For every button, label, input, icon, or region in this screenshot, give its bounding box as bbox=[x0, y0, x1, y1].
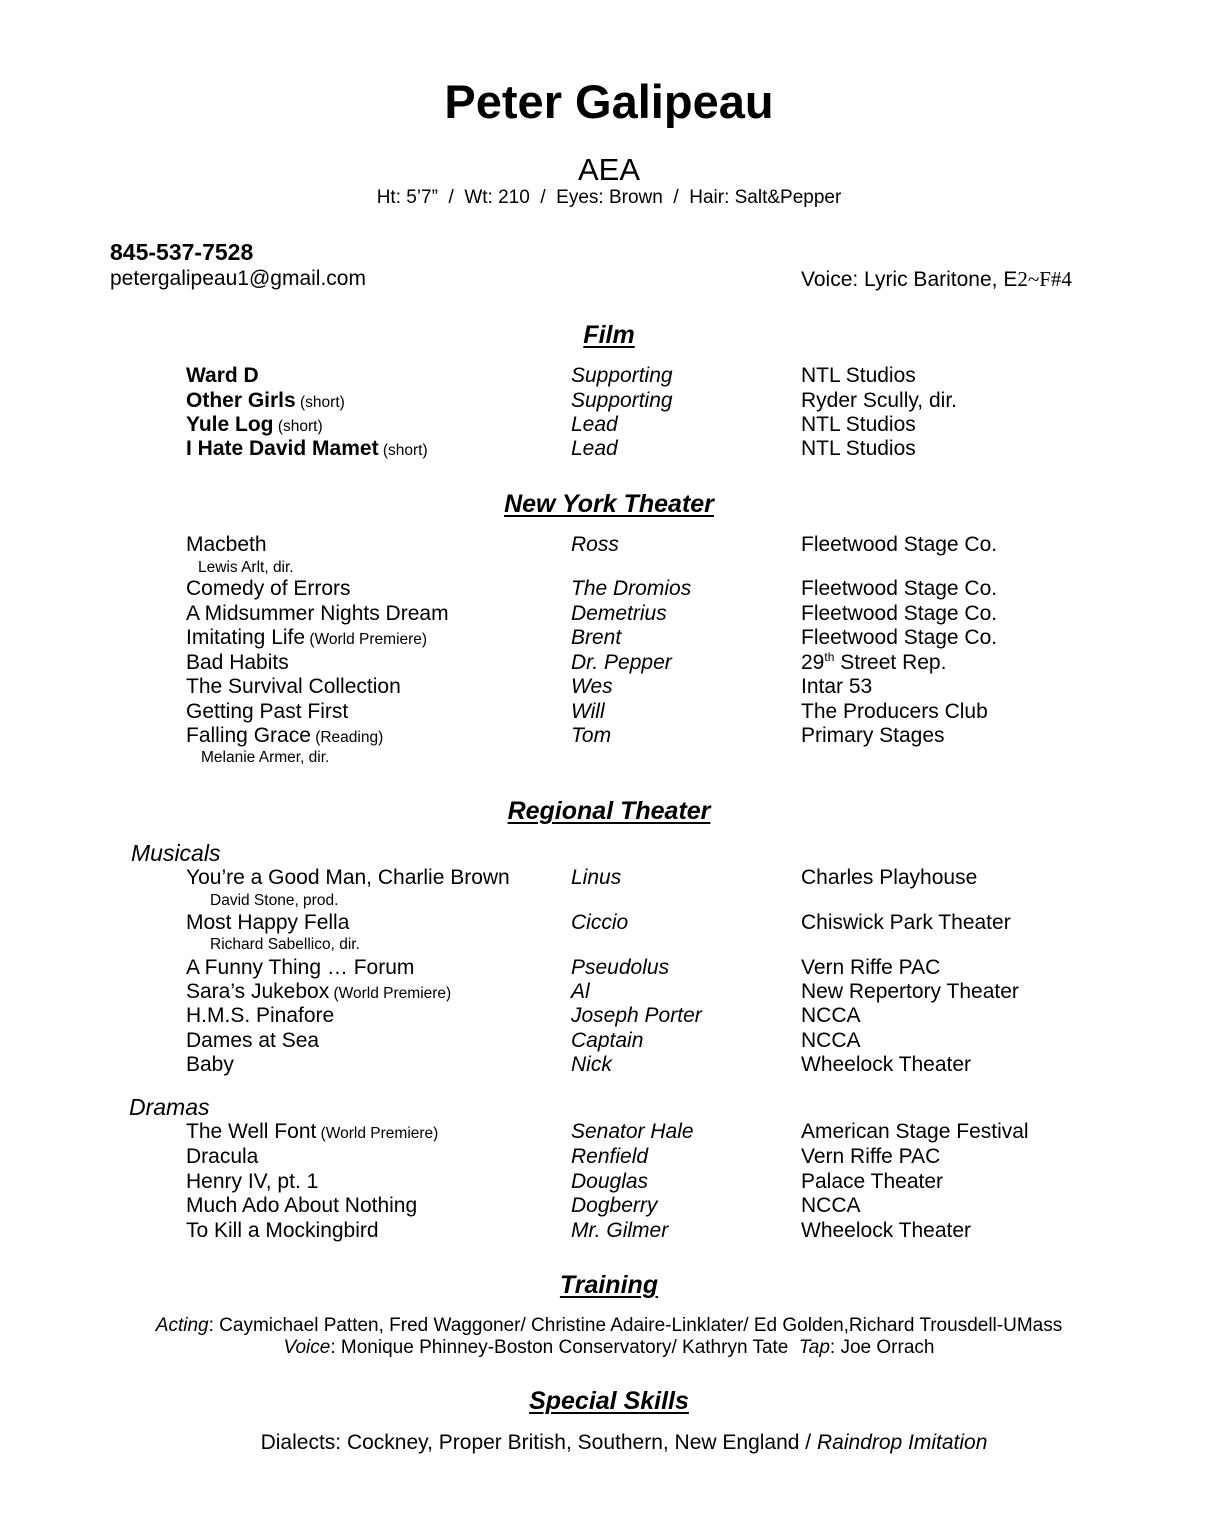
title-text: Comedy of Errors bbox=[186, 577, 351, 600]
venue-text: Fleetwood Stage Co. bbox=[801, 602, 998, 625]
voice-training-label: Voice bbox=[283, 1337, 331, 1358]
credit-row bbox=[0, 577, 1218, 603]
venue bbox=[801, 1120, 1029, 1144]
production-title bbox=[186, 700, 348, 724]
venue-text: Intar 53 bbox=[801, 675, 873, 698]
venue-text: Ryder Scully, dir. bbox=[801, 389, 957, 412]
venue bbox=[801, 651, 946, 675]
role: Nick bbox=[571, 1053, 612, 1076]
credit-row bbox=[0, 1053, 1218, 1079]
title-text: I Hate David Mamet bbox=[186, 437, 379, 460]
title-text: Ward D bbox=[186, 364, 259, 387]
venue bbox=[801, 980, 1019, 1004]
production-title bbox=[186, 1120, 438, 1144]
title-text: A Midsummer Nights Dream bbox=[186, 602, 449, 625]
venue-number: 29 bbox=[801, 651, 825, 674]
role: Lead bbox=[571, 437, 618, 460]
director-credit: Lewis Arlt, dir. bbox=[198, 559, 294, 576]
role: Brent bbox=[571, 626, 622, 649]
section-title-film: Film bbox=[583, 321, 635, 349]
credit-row bbox=[0, 437, 1218, 463]
role: Supporting bbox=[571, 389, 673, 412]
venue bbox=[801, 866, 977, 890]
venue-text: NTL Studios bbox=[801, 364, 916, 387]
title-text: Henry IV, pt. 1 bbox=[186, 1170, 319, 1193]
production-title bbox=[186, 437, 428, 461]
role: Douglas bbox=[571, 1170, 649, 1193]
director-credit: David Stone, prod. bbox=[210, 892, 339, 909]
actor-name: Peter Galipeau bbox=[444, 75, 774, 128]
production-title bbox=[186, 389, 345, 413]
venue bbox=[801, 724, 945, 748]
subsection-dramas: Dramas bbox=[129, 1094, 210, 1120]
venue-text: Charles Playhouse bbox=[801, 866, 978, 889]
credit-row bbox=[0, 413, 1218, 439]
title-text: Other Girls bbox=[186, 389, 296, 412]
venue bbox=[801, 675, 872, 699]
venue bbox=[801, 626, 997, 650]
production-title bbox=[186, 980, 451, 1004]
voice-type bbox=[801, 267, 1072, 292]
venue-text: Street Rep. bbox=[834, 651, 947, 674]
venue-text: NCCA bbox=[801, 1004, 861, 1027]
raindrop-imitation: Raindrop Imitation bbox=[816, 1431, 988, 1454]
production-title bbox=[186, 724, 383, 748]
acting-label: Acting bbox=[155, 1315, 209, 1336]
credit-row bbox=[0, 1145, 1218, 1171]
venue-text: Vern Riffe PAC bbox=[801, 956, 941, 979]
venue-text: Fleetwood Stage Co. bbox=[801, 577, 998, 600]
title-note: (short) bbox=[295, 394, 345, 411]
title-note: (World Premiere) bbox=[329, 985, 452, 1002]
venue-text: The Producers Club bbox=[801, 700, 988, 723]
credit-row bbox=[0, 651, 1218, 677]
credit-row bbox=[0, 1194, 1218, 1220]
role: Joseph Porter bbox=[571, 1004, 702, 1027]
role: Al bbox=[571, 980, 590, 1003]
role: Ross bbox=[571, 533, 619, 556]
credit-row bbox=[0, 700, 1218, 726]
role: Supporting bbox=[571, 364, 673, 387]
credit-row bbox=[0, 533, 1218, 559]
title-text: Yule Log bbox=[186, 413, 274, 436]
title-text: Baby bbox=[186, 1053, 234, 1076]
venue bbox=[801, 1170, 943, 1194]
credit-row bbox=[0, 389, 1218, 415]
training-voice-tap bbox=[0, 1337, 1218, 1359]
production-title bbox=[186, 1053, 234, 1077]
venue bbox=[801, 1053, 971, 1077]
tap-label: Tap bbox=[798, 1337, 830, 1358]
venue-text: Wheelock Theater bbox=[801, 1219, 972, 1242]
director-credit: Melanie Armer, dir. bbox=[201, 749, 330, 766]
phone-number: 845-537-7528 bbox=[110, 239, 254, 265]
venue bbox=[801, 364, 916, 388]
production-title bbox=[186, 1145, 258, 1169]
venue bbox=[801, 911, 1011, 935]
production-title bbox=[186, 413, 323, 437]
venue-text: Fleetwood Stage Co. bbox=[801, 626, 998, 649]
title-note: (short) bbox=[378, 442, 428, 459]
role: Captain bbox=[571, 1029, 644, 1052]
credit-row bbox=[0, 675, 1218, 701]
credit-row bbox=[0, 866, 1218, 892]
credit-row bbox=[0, 911, 1218, 937]
email-address[interactable]: petergalipeau1@gmail.com bbox=[110, 267, 366, 290]
credit-row bbox=[0, 1219, 1218, 1245]
acting-text: : Caymichael Patten, Fred Waggoner/ Christine Adaire-Linklater/ Ed Golden,Richard Trousdell-UMass bbox=[208, 1315, 1063, 1336]
production-title bbox=[186, 533, 267, 557]
title-text: The Survival Collection bbox=[186, 675, 401, 698]
title-text: Most Happy Fella bbox=[186, 911, 350, 934]
title-text: To Kill a Mockingbird bbox=[186, 1219, 379, 1242]
venue bbox=[801, 1219, 971, 1243]
venue-text: NCCA bbox=[801, 1194, 861, 1217]
venue-text: NTL Studios bbox=[801, 437, 916, 460]
director-credit: Richard Sabellico, dir. bbox=[210, 936, 360, 953]
tap-text: : Joe Orrach bbox=[829, 1337, 935, 1358]
production-title bbox=[186, 651, 289, 675]
role: Ciccio bbox=[571, 911, 629, 934]
union-affiliation: AEA bbox=[577, 152, 641, 187]
credit-row bbox=[0, 1004, 1218, 1030]
venue-text: Palace Theater bbox=[801, 1170, 944, 1193]
production-title bbox=[186, 577, 351, 601]
production-title bbox=[186, 602, 449, 626]
production-title bbox=[186, 911, 349, 935]
venue-text: Primary Stages bbox=[801, 724, 945, 747]
credit-row bbox=[0, 364, 1218, 390]
subsection-musicals: Musicals bbox=[131, 840, 221, 866]
venue bbox=[801, 956, 940, 980]
role: The Dromios bbox=[571, 577, 692, 600]
section-title-ny-theater: New York Theater bbox=[504, 490, 714, 518]
title-text: Macbeth bbox=[186, 533, 267, 556]
production-title bbox=[186, 1219, 379, 1243]
title-note: (Reading) bbox=[310, 729, 384, 746]
dialects-text: Dialects: Cockney, Proper British, Southern, New England / bbox=[260, 1431, 817, 1454]
title-text: Dracula bbox=[186, 1145, 259, 1168]
venue bbox=[801, 413, 916, 437]
credit-row bbox=[0, 956, 1218, 982]
role: Dr. Pepper bbox=[571, 651, 672, 674]
role: Pseudolus bbox=[571, 956, 670, 979]
venue bbox=[801, 1194, 861, 1218]
section-title-training: Training bbox=[559, 1271, 659, 1299]
venue bbox=[801, 1145, 940, 1169]
title-text: You’re a Good Man, Charlie Brown bbox=[186, 866, 510, 889]
role: Will bbox=[571, 700, 605, 723]
production-title bbox=[186, 675, 401, 699]
title-text: H.M.S. Pinafore bbox=[186, 1004, 335, 1027]
venue-text: Wheelock Theater bbox=[801, 1053, 972, 1076]
production-title bbox=[186, 866, 510, 890]
venue bbox=[801, 602, 997, 626]
venue-text: Vern Riffe PAC bbox=[801, 1145, 941, 1168]
role: Lead bbox=[571, 413, 618, 436]
physical-stats: Ht: 5’7” / Wt: 210 / Eyes: Brown / Hair: Salt&Pepper bbox=[376, 187, 842, 208]
title-note: (short) bbox=[273, 418, 323, 435]
venue bbox=[801, 389, 957, 413]
venue bbox=[801, 577, 997, 601]
title-text: Sara’s Jukebox bbox=[186, 980, 330, 1003]
title-text: The Well Font bbox=[186, 1120, 317, 1143]
title-text: Much Ado About Nothing bbox=[186, 1194, 418, 1217]
title-text: Getting Past First bbox=[186, 700, 349, 723]
venue-ordinal: th bbox=[824, 650, 835, 664]
title-text: Falling Grace bbox=[186, 724, 311, 747]
role: Linus bbox=[571, 866, 622, 889]
role: Renfield bbox=[571, 1145, 649, 1168]
credit-row bbox=[0, 980, 1218, 1006]
venue-text: American Stage Festival bbox=[801, 1120, 1029, 1143]
venue-text: New Repertory Theater bbox=[801, 980, 1019, 1003]
title-text: Dames at Sea bbox=[186, 1029, 320, 1052]
production-title bbox=[186, 1029, 319, 1053]
production-title bbox=[186, 1170, 318, 1194]
production-title bbox=[186, 1194, 417, 1218]
production-title bbox=[186, 956, 414, 980]
role: Dogberry bbox=[571, 1194, 658, 1217]
credit-row bbox=[0, 626, 1218, 652]
title-note: (World Premiere) bbox=[305, 631, 428, 648]
title-text: Imitating Life bbox=[186, 626, 306, 649]
production-title bbox=[186, 1004, 334, 1028]
production-title bbox=[186, 364, 259, 388]
voice-range: 2~F#4 bbox=[1017, 267, 1072, 291]
venue bbox=[801, 437, 916, 461]
special-skills-text bbox=[0, 1431, 1218, 1455]
credit-row bbox=[0, 724, 1218, 750]
role: Senator Hale bbox=[571, 1120, 694, 1143]
venue bbox=[801, 700, 988, 724]
venue bbox=[801, 1029, 861, 1053]
training-acting bbox=[0, 1315, 1218, 1337]
role: Wes bbox=[571, 675, 613, 698]
venue-text: NCCA bbox=[801, 1029, 861, 1052]
section-title-special-skills: Special Skills bbox=[529, 1387, 689, 1415]
credit-row bbox=[0, 602, 1218, 628]
credit-row bbox=[0, 1029, 1218, 1055]
credit-row bbox=[0, 1120, 1218, 1146]
voice-training-text: : Monique Phinney-Boston Conservatory/ Kathryn Tate bbox=[330, 1337, 799, 1358]
role: Mr. Gilmer bbox=[571, 1219, 669, 1242]
venue-text: NTL Studios bbox=[801, 413, 916, 436]
venue-text: Fleetwood Stage Co. bbox=[801, 533, 998, 556]
section-title-regional-theater: Regional Theater bbox=[507, 797, 711, 825]
role: Demetrius bbox=[571, 602, 667, 625]
title-note: (World Premiere) bbox=[316, 1125, 439, 1142]
venue-text: Chiswick Park Theater bbox=[801, 911, 1011, 934]
title-text: Bad Habits bbox=[186, 651, 289, 674]
voice-label: Voice: Lyric Baritone, E bbox=[801, 268, 1018, 291]
venue bbox=[801, 533, 997, 557]
production-title bbox=[186, 626, 427, 650]
credit-row bbox=[0, 1170, 1218, 1196]
venue bbox=[801, 1004, 861, 1028]
role: Tom bbox=[571, 724, 612, 747]
title-text: A Funny Thing … Forum bbox=[186, 956, 415, 979]
